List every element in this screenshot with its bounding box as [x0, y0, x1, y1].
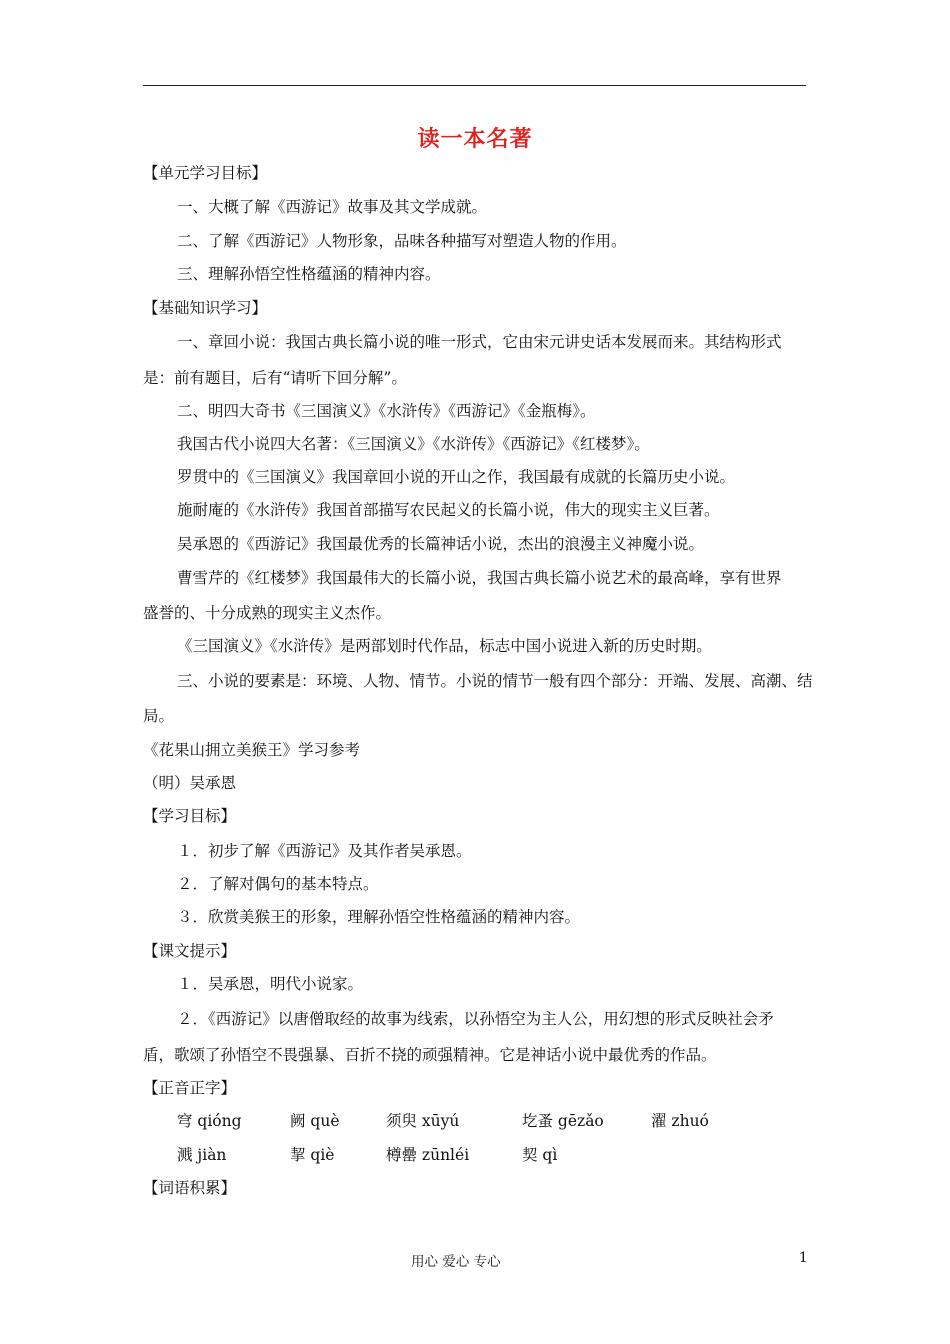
vocab-heading: 【词语积累】: [143, 1179, 237, 1197]
tips-heading: 【课文提示】: [143, 942, 237, 960]
basics-p9-line1: 三、小说的要素是：环境、人物、情节。小说的情节一般有四个部分：开端、发展、高潮、结: [177, 672, 813, 690]
goal-3: ３．欣赏美猴王的形象，理解孙悟空性格蕴涵的精神内容。: [177, 908, 581, 926]
basics-p7-line1: 曹雪芹的《红楼梦》我国最伟大的长篇小说，我国古典长篇小说艺术的最高峰，享有世界: [177, 569, 782, 587]
footer-motto: 用心 爱心 专心: [411, 1254, 501, 1270]
pronunciation-item: 樽罍 zūnléi: [386, 1146, 470, 1164]
goal-2: ２．了解对偶句的基本特点。: [177, 875, 379, 893]
pronunciation-item: 圪蚤 gēzǎo: [522, 1112, 604, 1130]
tip-1: １．吴承恩，明代小说家。: [177, 975, 364, 993]
pronunciation-item: 溅 jiàn: [177, 1146, 227, 1164]
basics-p8: 《三国演义》《水浒传》是两部划时代作品，标志中国小说进入新的历史时期。: [177, 637, 712, 655]
basics-p4: 罗贯中的《三国演义》我国章回小说的开山之作，我国最有成就的长篇历史小说。: [177, 468, 736, 486]
goals-heading: 【学习目标】: [143, 807, 237, 825]
basics-heading: 【基础知识学习】: [143, 299, 268, 317]
lesson-title: 《花果山拥立美猴王》学习参考: [143, 741, 361, 759]
unit-goal-2: 二、了解《西游记》人物形象，品味各种描写对塑造人物的作用。: [177, 232, 627, 250]
header-rule: [143, 85, 806, 86]
basics-p1-line2: 是：前有题目，后有“请听下回分解”。: [143, 369, 407, 387]
unit-goal-3: 三、理解孙悟空性格蕴涵的精神内容。: [177, 265, 441, 283]
basics-p7-line2: 盛誉的、十分成熟的现实主义杰作。: [143, 604, 392, 622]
basics-p6: 吴承恩的《西游记》我国最优秀的长篇神话小说，杰出的浪漫主义神魔小说。: [177, 535, 705, 553]
pronunciation-item: 须臾 xūyú: [386, 1112, 460, 1130]
lesson-author: （明）吴承恩: [143, 774, 237, 792]
basics-p3: 我国古代小说四大名著：《三国演义》《水浒传》《西游记》《红楼梦》。: [177, 435, 650, 453]
document-title: 读一本名著: [417, 126, 533, 152]
page-number: 1: [799, 1250, 808, 1266]
basics-p1-line1: 一、章回小说：我国古典长篇小说的唯一形式，它由宋元讲史话本发展而来。其结构形式: [177, 333, 782, 351]
basics-p5: 施耐庵的《水浒传》我国首部描写农民起义的长篇小说，伟大的现实主义巨著。: [177, 501, 720, 519]
pronunciation-item: 穹 qióng: [177, 1112, 242, 1130]
pronunciation-item: 阙 què: [290, 1112, 340, 1130]
tip-2-line1: ２．《西游记》以唐僧取经的故事为线索，以孙悟空为主人公，用幻想的形式反映社会矛: [177, 1010, 774, 1028]
basics-p9-line2: 局。: [143, 707, 175, 725]
goal-1: １．初步了解《西游记》及其作者吴承恩。: [177, 842, 472, 860]
pronunciation-item: 挈 qiè: [290, 1146, 335, 1164]
pronunciation-item: 契 qì: [522, 1146, 558, 1164]
basics-p2: 二、明四大奇书《三国演义》《水浒传》《西游记》《金瓶梅》。: [177, 402, 596, 420]
pronunciation-item: 濯 zhuó: [651, 1112, 709, 1130]
pronunciation-heading: 【正音正字】: [143, 1079, 237, 1097]
tip-2-line2: 盾，歌颂了孙悟空不畏强暴、百折不挠的顽强精神。它是神话小说中最优秀的作品。: [143, 1046, 717, 1064]
unit-goals-heading: 【单元学习目标】: [143, 164, 268, 182]
unit-goal-1: 一、大概了解《西游记》故事及其文学成就。: [177, 198, 488, 216]
